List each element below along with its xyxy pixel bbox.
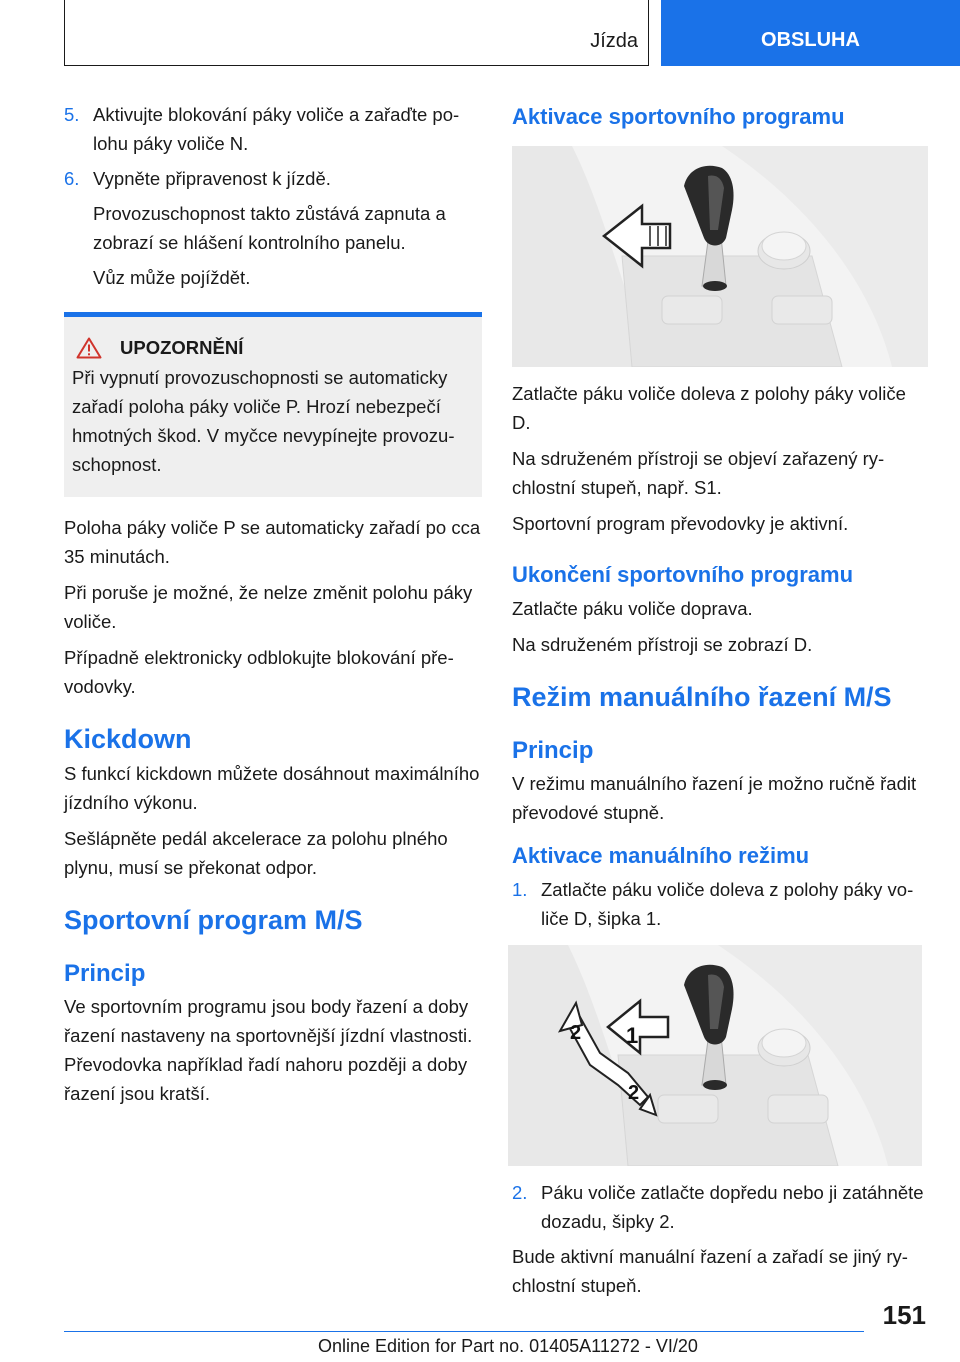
paragraph: Na sdruženém přístroji se zobrazí D. [512, 634, 813, 655]
paragraph: Sportovní program převodovky je aktivní. [512, 513, 849, 534]
warning-title: UPOZORNĚNÍ [120, 337, 244, 358]
heading-activate-sport: Aktivace sportovního programu [512, 104, 845, 129]
manual-mode-photo [508, 945, 922, 1166]
paragraph: Poloha páky voliče P se automaticky zařadí po cca 35 minutách. [64, 517, 481, 567]
heading-manual-mode: Režim manuálního řazení M/S [512, 682, 892, 712]
step-6-note-2: Vůz může pojíždět. [93, 267, 251, 288]
paragraph: Zatlačte páku voliče doprava. [512, 598, 753, 619]
step-text: Aktivujte blokování páky voliče a zařaďte polohu páky voliče N. [93, 104, 460, 154]
header-rule-vertical [64, 0, 65, 66]
step-number: 6. [64, 168, 80, 189]
step-text: Páku voliče zatlačte dopředu nebo ji zatáhněte dozadu, šipky 2. [541, 1182, 924, 1232]
paragraph: Zatlačte páku voliče doleva z polohy páky voliče D. [512, 383, 906, 433]
heading-princip: Princip [64, 960, 146, 987]
gear-selector-photo [512, 146, 928, 367]
paragraph: Případně elektronicky odblokujte blokování převodovky. [64, 647, 454, 697]
paragraph: Na sdruženém přístroji se objeví zařazený rychlostní stupeň, např. S1. [512, 448, 885, 498]
footer-edition: Online Edition for Part no. 01405A11272 - VI/20 [318, 1336, 698, 1356]
step-number: 5. [64, 104, 80, 125]
warning-title-row [72, 337, 472, 359]
footer-rule [64, 1331, 864, 1332]
heading-end-sport: Ukončení sportovního programu [512, 562, 854, 587]
warning-text: Při vypnutí provozuschopnosti se automaticky zařadí poloha páky voliče P. Hrozí nebezpečí hmotných škod. V myčce nevypínejte provozuschopnost. [72, 367, 455, 475]
step-5 [64, 100, 482, 158]
heading-manual-princip: Princip [512, 737, 594, 764]
heading-sport-program: Sportovní program M/S [64, 905, 363, 935]
arrow-label: 2 [570, 1022, 582, 1044]
header-rule-horizontal [64, 65, 648, 66]
arrow-label: 1 [626, 1023, 639, 1048]
step-6 [64, 164, 482, 193]
header-section-title: Jízda [590, 30, 638, 52]
manual-step-2 [512, 1178, 928, 1236]
heading-kickdown: Kickdown [64, 724, 192, 754]
warning-box [64, 312, 482, 497]
header-rule-divider [648, 0, 649, 66]
step-number: 2. [512, 1182, 528, 1203]
manual-step-1 [512, 875, 928, 933]
heading-activate-manual: Aktivace manuálního režimu [512, 843, 810, 868]
page-number: 151 [882, 1300, 926, 1330]
left-column [64, 100, 482, 1115]
paragraph: Ve sportovním programu jsou body řazení a doby řazení nastaveny na sportovnější jízdní vlastnosti. Převodovka například řadí nahoru později a doby řazení jsou kratší. [64, 996, 473, 1104]
paragraph: Při poruše je možné, že nelze změnit polohu páky voliče. [64, 582, 473, 632]
step-text: Vypněte připravenost k jízdě. [93, 168, 331, 189]
paragraph: V režimu manuálního řazení je možno ručně řadit převodové stupně. [512, 773, 917, 823]
paragraph: Bude aktivní manuální řazení a zařadí se jiný rychlostní stupeň. [512, 1246, 908, 1296]
right-column [512, 100, 928, 1307]
header-chapter-tab[interactable]: OBSLUHA [661, 0, 960, 66]
step-text: Zatlačte páku voliče doleva z polohy páky voliče D, šipka 1. [541, 879, 914, 929]
paragraph: Sešlápněte pedál akcelerace za polohu plného plynu, musí se překonat odpor. [64, 828, 448, 878]
step-number: 1. [512, 879, 528, 900]
warning-triangle-icon [76, 337, 102, 359]
paragraph: S funkcí kickdown můžete dosáhnout maximálního jízdního výkonu. [64, 763, 480, 813]
arrow-label: 2 [628, 1082, 640, 1104]
step-6-note: Provozuschopnost takto zůstává zapnuta a zobrazí se hlášení kontrolního panelu. [93, 203, 446, 253]
